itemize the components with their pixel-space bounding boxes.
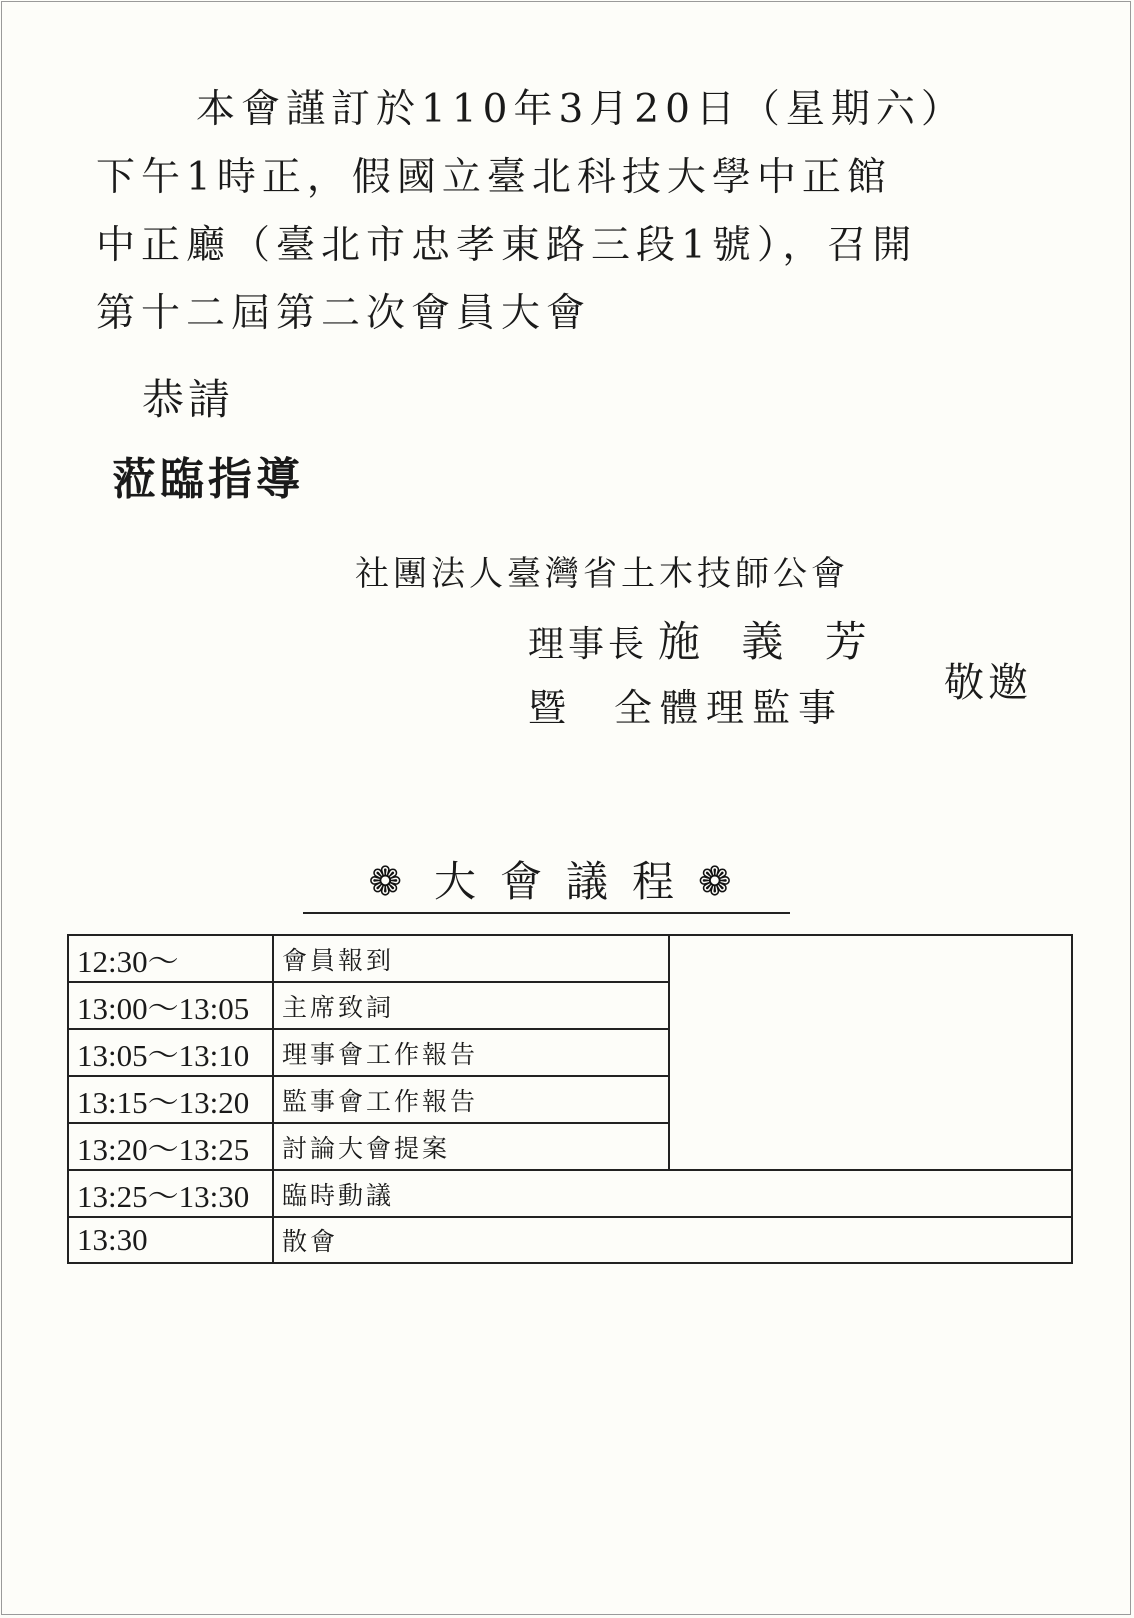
board-conjunction: 暨	[528, 686, 571, 730]
agenda-item: 監事會工作報告	[273, 1076, 669, 1123]
board-line	[528, 688, 844, 728]
agenda-item: 理事會工作報告	[273, 1029, 669, 1076]
closing-invite: 敬邀	[944, 660, 1032, 706]
chairman-title: 理事長	[528, 624, 649, 665]
agenda-time: 12:30～	[68, 935, 273, 982]
agenda-time: 13:30	[68, 1217, 273, 1263]
agenda-item: 主席致詞	[273, 982, 669, 1029]
agenda-time: 13:00～13:05	[68, 982, 273, 1029]
heading-underline	[303, 912, 790, 914]
agenda-time: 13:15～13:20	[68, 1076, 273, 1123]
invitation-line-2: 下午1時正，假國立臺北科技大學中正館	[96, 155, 892, 200]
chairman-name: 施 義 芳	[658, 617, 881, 666]
invitation-line-3: 中正廳（臺北市忠孝東路三段1號），召開	[96, 223, 918, 268]
flower-icon: ❁	[698, 859, 732, 905]
agenda-item: 會員報到	[273, 935, 669, 982]
agenda-time: 13:05～13:10	[68, 1029, 273, 1076]
organization-name: 社團法人臺灣省土木技師公會	[355, 554, 849, 594]
agenda-item: 討論大會提案	[273, 1123, 669, 1170]
agenda-blank-cell	[669, 935, 1072, 1170]
chairman-line	[528, 617, 881, 666]
invitation-line-1: 本會謹訂於110年3月20日（星期六）	[196, 87, 966, 132]
invitation-text	[96, 87, 1056, 362]
invitation-line-4: 第十二屆第二次會員大會	[96, 291, 592, 336]
greeting-attend: 蒞臨指導	[112, 454, 304, 505]
agenda-item: 散會	[273, 1217, 1072, 1263]
agenda-table	[67, 934, 1073, 1264]
agenda-heading	[305, 854, 795, 910]
agenda-title: 大會議程	[433, 857, 698, 906]
agenda-item: 臨時動議	[273, 1170, 1072, 1217]
table-row	[68, 1170, 1072, 1217]
flower-icon: ❁	[368, 859, 402, 905]
board-members: 全體理監事	[614, 686, 845, 730]
agenda-time: 13:20～13:25	[68, 1123, 273, 1170]
greeting-respectfully: 恭請	[142, 375, 235, 424]
table-row	[68, 935, 1072, 982]
agenda-time: 13:25～13:30	[68, 1170, 273, 1217]
table-row	[68, 1217, 1072, 1263]
